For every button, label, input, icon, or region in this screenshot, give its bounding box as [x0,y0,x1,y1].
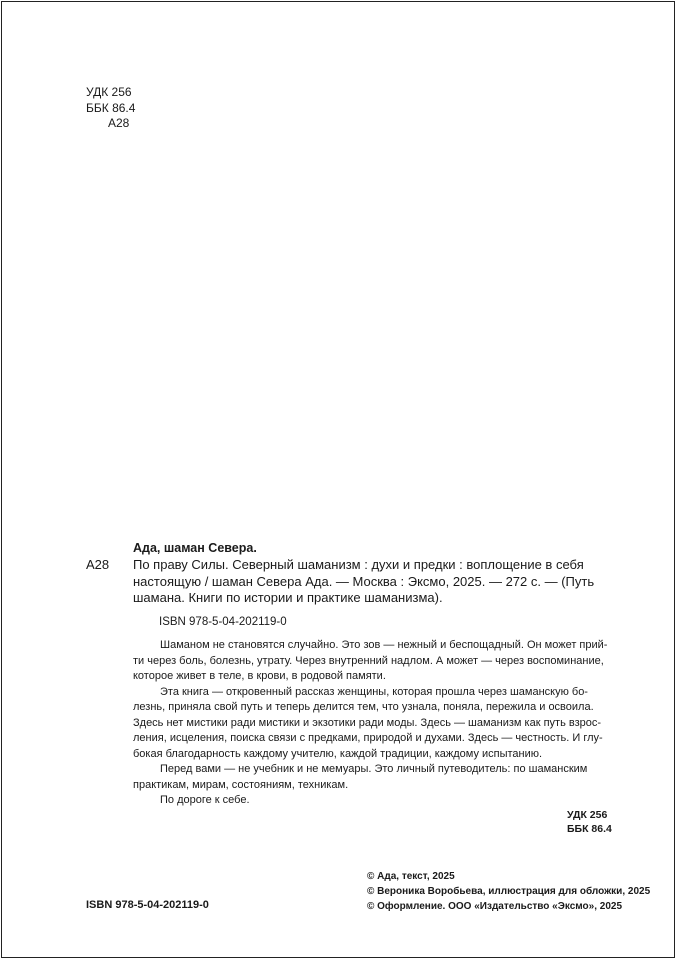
annotation-line: которое живет в теле, в крови, в родовой памяти. [133,670,386,682]
copyright-line: © Оформление. ООО «Издательство «Эксмо», 2025 [367,901,623,912]
annotation-line: ти через боль, болезнь, утрату. Через внутренний надлом. А может — через воспоминание, [133,654,604,667]
annotation-line: бокая благодарность каждому учителю, каждой традиции, каждому испытанию. [133,747,543,760]
udk-code: УДК 256 [86,85,132,99]
biblio-line: По праву Силы. Северный шаманизм : духи и предки : воплощение в себя [133,557,584,572]
copyright-line: © Ада, текст, 2025 [367,871,455,882]
footer-isbn: ISBN 978-5-04-202119-0 [86,899,209,911]
biblio-line: настоящую / шаман Севера Ада. — Москва : Эксмо, 2025. — 272 с. — (Путь [133,573,595,589]
annotation-line: Здесь нет мистики ради мистики и экзотики ради моды. Здесь — шаманизм как путь взрос- [133,716,602,729]
annotation-line: Перед вами — не учебник и не мемуары. Это личный путеводитель: по шаманским [160,763,588,775]
annotation-line: лезнь, приняла свой путь и теперь делится тем, что узнала, поняла, пережила и освоила. [133,701,594,713]
annotation-line: Шаманом не становятся случайно. Это зов — нежный и беспощадный. Он может прий- [160,639,608,651]
card-author: Ада, шаман Севера. [133,541,257,555]
copyright-line: © Вероника Воробьева, иллюстрация для обложки, 2025 [367,886,651,897]
copyright-block [367,869,650,914]
biblio-line: шамана. Книги по истории и практике шаманизма). [133,590,443,605]
udk-code-right: УДК 256 [567,809,608,821]
card-author-sign: А28 [86,557,110,572]
annotation-line: ления, исцеления, поиска связи с предками, природой и духами. Здесь — честность. И глу- [133,732,603,744]
annotation-line: практикам, мирам, состояниям, техникам. [133,778,349,791]
classification-codes-top [86,85,135,132]
classification-codes-right [567,808,612,836]
author-sign: А28 [108,116,130,130]
bbk-code-right: ББК 86.4 [567,823,612,835]
annotation [133,638,611,809]
card-isbn: ISBN 978-5-04-202119-0 [159,616,287,628]
bbk-code: ББК 86.4 [86,100,136,115]
bibliographic-description [133,557,613,607]
annotation-line: По дороге к себе. [160,794,250,806]
annotation-line: Эта книга — откровенный рассказ женщины, которая прошла через шаманскую бо- [160,685,588,698]
